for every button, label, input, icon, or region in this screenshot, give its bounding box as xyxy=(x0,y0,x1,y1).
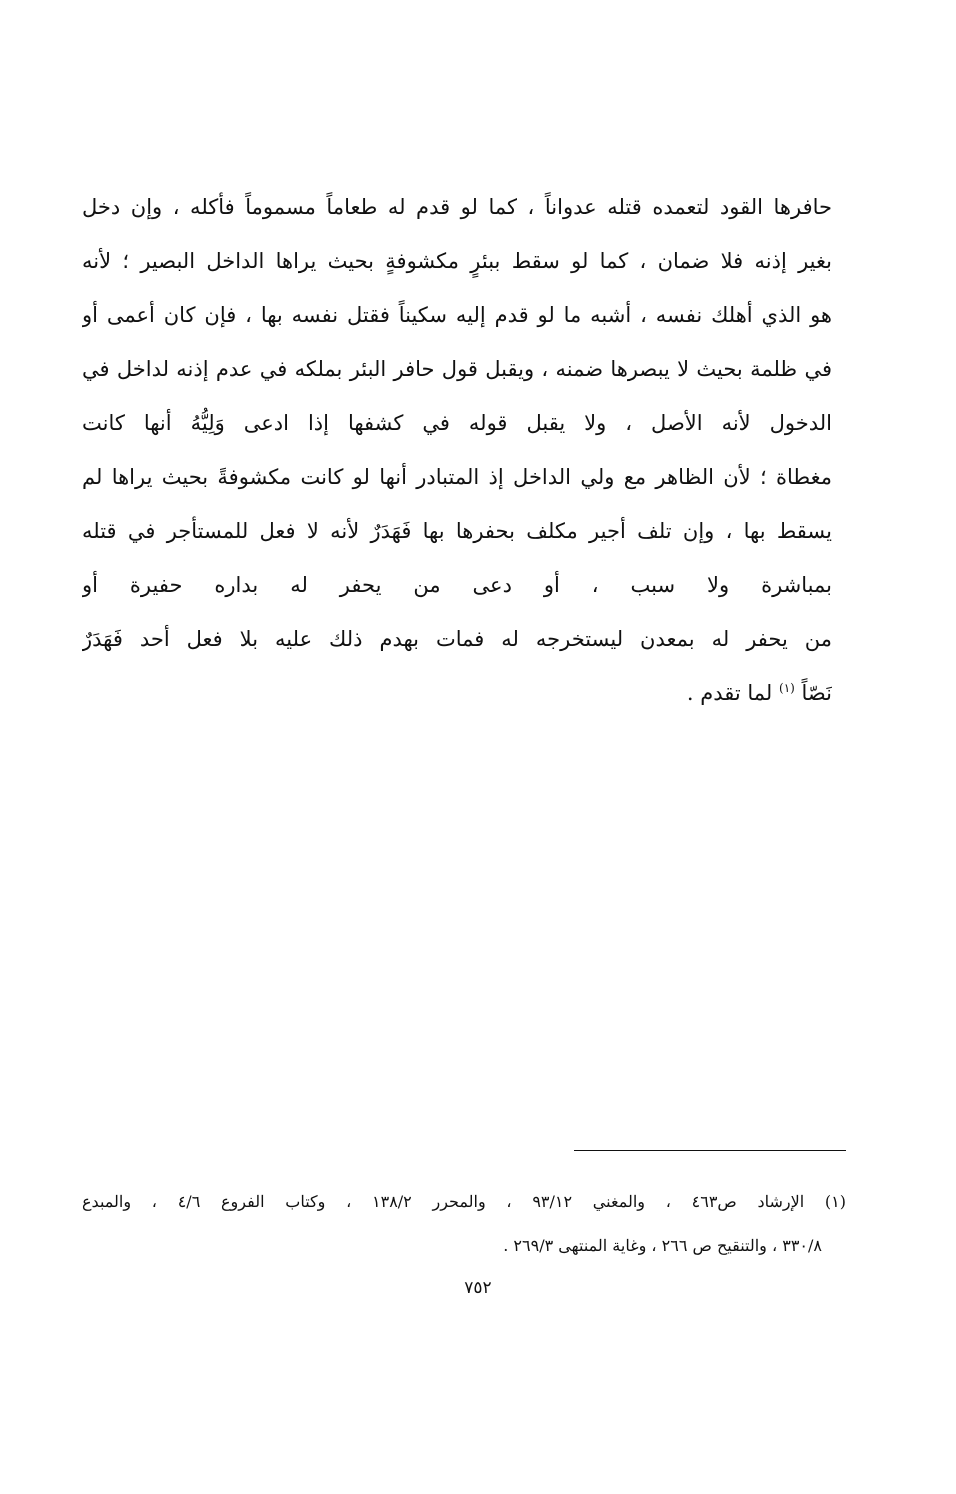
last-line-start: نَصّاً xyxy=(801,681,832,705)
main-text xyxy=(82,180,832,720)
text-line-4: في ظلمة بحيث لا يبصرها ضمنه ، ويقبل قول حافر البئر بملكه في عدم إذنه لداخل في xyxy=(82,357,832,381)
text-line-10 xyxy=(82,666,832,720)
footnote-reference: (١) xyxy=(779,681,795,695)
text-line-6: مغطاة ؛ لأن الظاهر مع ولي الداخل إذ المتبادر أنها لو كانت مكشوفةً بحيث يراها لم xyxy=(82,465,832,489)
footnote-line-1: (١) الإرشاد ص٤٦٣ ، والمغني ٩٣/١٢ ، والمحرر ١٣٨/٢ ، وكتاب الفروع ٤/٦ ، والمبدع xyxy=(82,1192,846,1211)
page-number: ٧٥٢ xyxy=(464,1278,492,1298)
footnotes xyxy=(82,1180,846,1268)
footnote-divider xyxy=(574,1150,846,1151)
text-line-9: من يحفر له بمعدن ليستخرجه له فمات بهدم ذلك عليه بلا فعل أحد فَهَدَرٌ xyxy=(82,627,832,651)
footnote-line-2: ٣٣٠/٨ ، والتنقيح ص ٢٦٦ ، وغاية المنتهى ٢٦٩/٣ . xyxy=(503,1236,822,1255)
text-line-1: حافرها القود لتعمده قتله عدواناً ، كما لو قدم له طعاماً مسموماً فأكله ، وإن دخل xyxy=(82,195,832,219)
text-line-2: بغير إذنه فلا ضمان ، كما لو سقط ببئرٍ مكشوفةٍ بحيث يراها الداخل البصير ؛ لأنه xyxy=(82,249,832,273)
last-line-end: لما تقدم . xyxy=(686,681,773,705)
text-line-7: يسقط بها ، وإن تلف أجير مكلف بحفرها بها فَهَدَرٌ لأنه لا فعل للمستأجر في قتله xyxy=(82,519,832,543)
text-line-3: هو الذي أهلك نفسه ، أشبه ما لو قدم إليه سكيناً فقتل نفسه بها ، فإن كان أعمى أو xyxy=(82,303,832,327)
text-line-5: الدخول لأنه الأصل ، ولا يقبل قوله في كشفها إذا ادعى وَلِيُّهُ أنها كانت xyxy=(82,411,832,435)
text-line-8: بمباشرة ولا سبب ، أو دعى من يحفر له بداره حفيرة أو xyxy=(82,573,832,597)
